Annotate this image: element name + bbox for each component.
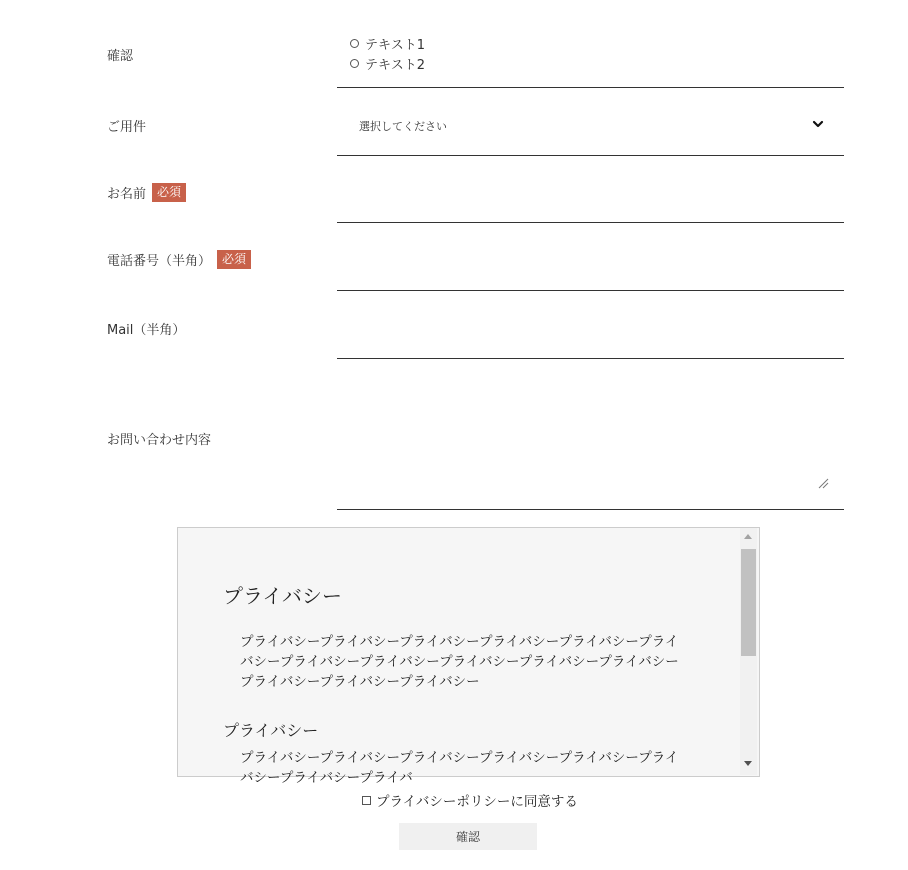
radio-icon[interactable] <box>350 39 359 48</box>
confirm-label-text: 確認 <box>107 49 134 64</box>
privacy-heading: プライバシー <box>223 584 342 608</box>
privacy-agree-label: プライバシーポリシーに同意する <box>376 794 578 810</box>
privacy-policy-panel[interactable] <box>177 527 760 786</box>
inquiry-type-selected-value: 選択してください <box>359 120 447 133</box>
phone-label-text: 電話番号（半角） <box>107 254 212 269</box>
scrollbar-thumb[interactable] <box>741 549 756 656</box>
confirm-option-1[interactable] <box>350 34 425 53</box>
inquiry-type-label <box>107 116 146 135</box>
mail-label-text: Mail（半角） <box>107 323 186 338</box>
required-badge: 必須 <box>217 250 251 269</box>
phone-label <box>107 250 251 269</box>
name-input[interactable] <box>337 157 844 221</box>
privacy-paragraph: プライバシープライバシープライバシープライバシープライバシープライバシープライバシープライバシープライバシープライバシープライバシープライバシープライバシープライバシー <box>240 634 679 690</box>
message-label <box>107 429 211 448</box>
checkbox-icon[interactable] <box>362 796 371 805</box>
message-textarea[interactable] <box>337 360 844 508</box>
confirm-button[interactable]: 確認 <box>399 823 537 850</box>
divider <box>337 358 844 359</box>
divider <box>337 509 844 510</box>
divider <box>337 87 844 88</box>
resize-handle-icon[interactable] <box>817 477 829 489</box>
confirm-option-2[interactable] <box>350 54 425 73</box>
name-label-text: お名前 <box>107 187 147 202</box>
confirm-option-2-label: テキスト2 <box>365 58 426 73</box>
privacy-subheading: プライバシー <box>223 721 319 740</box>
chevron-down-icon[interactable] <box>812 118 824 130</box>
radio-icon[interactable] <box>350 59 359 68</box>
confirm-option-1-label: テキスト1 <box>365 38 426 53</box>
divider <box>337 290 844 291</box>
privacy-agree-checkbox[interactable] <box>362 790 578 810</box>
phone-input[interactable] <box>337 224 844 289</box>
required-badge: 必須 <box>152 183 186 202</box>
name-label <box>107 183 186 202</box>
divider <box>337 222 844 223</box>
mail-input[interactable] <box>337 292 844 357</box>
privacy-paragraph: プライバシープライバシープライバシープライバシープライバシープライバシープライバシープライバ <box>240 750 679 786</box>
scroll-down-arrow-icon[interactable] <box>744 761 752 766</box>
mail-label <box>107 319 185 338</box>
divider <box>337 155 844 156</box>
confirm-label <box>107 45 133 64</box>
inquiry-type-label-text: ご用件 <box>107 120 147 135</box>
message-label-text: お問い合わせ内容 <box>107 433 212 448</box>
scroll-up-arrow-icon[interactable] <box>744 534 752 539</box>
